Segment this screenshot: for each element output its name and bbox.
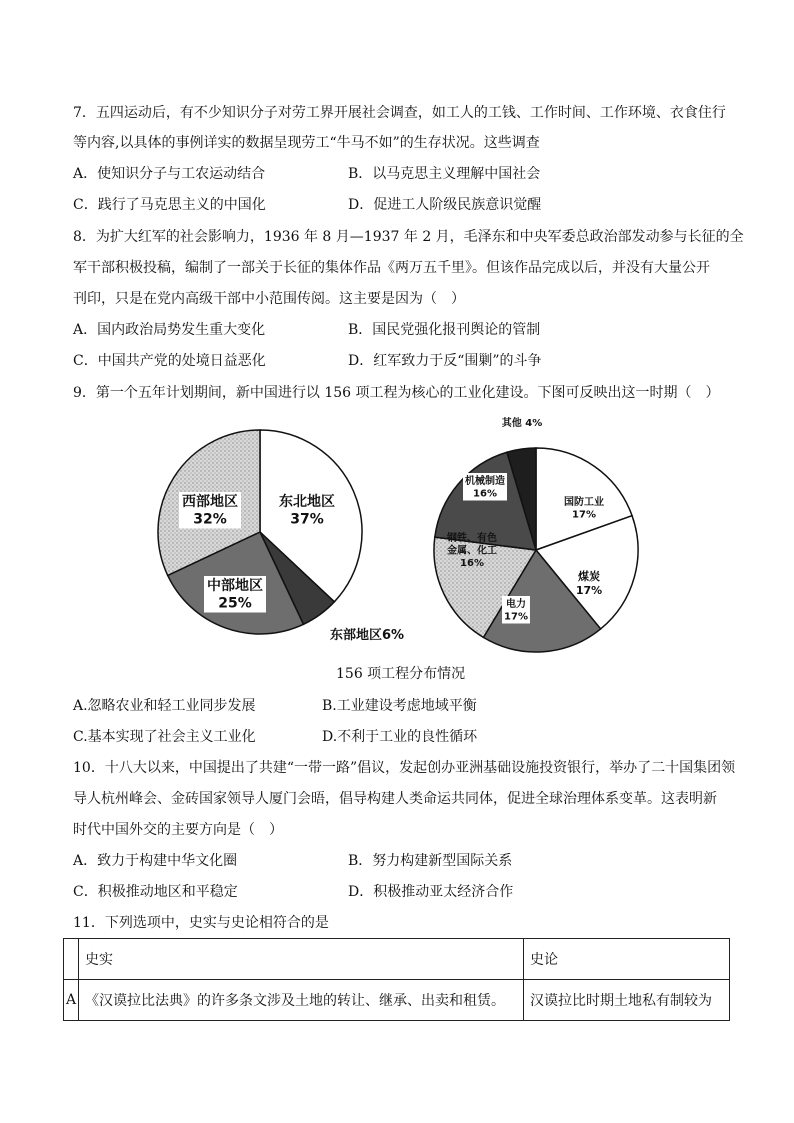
pie-charts — [0, 410, 794, 660]
q7-option-d[interactable]: D．促进工人阶级民族意识觉醒 — [348, 197, 542, 213]
q10-stem-line3: 时代中国外交的主要方向是（ ） — [73, 822, 283, 838]
q11-stem-line1: 11．下列选项中，史实与史论相符合的是 — [73, 915, 329, 931]
q9-figure-caption: 156 项工程分布情况 — [336, 666, 466, 682]
q9-stem-line1: 9．第一个五年计划期间，新中国进行以 156 项工程为核心的工业化建设。下图可反映出这一时期（ ） — [73, 385, 720, 401]
q9-option-d[interactable]: D.不利于工业的良性循环 — [322, 729, 478, 745]
industry-pie-chart — [434, 416, 638, 652]
q8-option-b[interactable]: B．国民党强化报刊舆论的管制 — [348, 322, 541, 338]
q9-option-c[interactable]: C.基本实现了社会主义工业化 — [73, 729, 256, 745]
table-cell-option: A — [64, 980, 79, 1021]
slice-label: 煤炭 17% — [575, 570, 603, 597]
q7-option-b[interactable]: B．以马克思主义理解中国社会 — [348, 166, 541, 182]
table-header-cell: 史实 — [79, 939, 524, 980]
slice-label: 机械制造 16% — [465, 476, 505, 500]
slice-label: 东北地区 37% — [279, 494, 335, 528]
slice-label: 国防工业 17% — [564, 497, 604, 521]
fact-theory-table — [63, 938, 730, 1021]
regional-pie-chart — [158, 430, 404, 643]
table-header-cell: 史论 — [524, 939, 730, 980]
q10-stem-line1: 10．十八大以来，中国提出了共建“一带一路”倡议，发起创办亚洲基础设施投资银行，举办了二十国集团领 — [73, 760, 736, 776]
q9-option-b[interactable]: B.工业建设考虑地域平衡 — [322, 698, 477, 714]
q7-stem-line2: 等内容,以具体的事例详实的数据呈现劳工“牛马不如”的生存状况。这些调查 — [73, 135, 540, 151]
q7-option-a[interactable]: A．使知识分子与工农运动结合 — [73, 166, 266, 182]
q8-stem-line1: 8．为扩大红军的社会影响力，1936 年 8 月—1937 年 2 月，毛泽东和中央军委总政治部发动参与长征的全 — [73, 229, 744, 245]
slice-label: 东部地区6% — [329, 628, 405, 643]
q7-stem-line1: 7．五四运动后，有不少知识分子对劳工界开展社会调查，如工人的工钱、工作时间、工作环境、衣食住行 — [73, 105, 726, 121]
q8-option-d[interactable]: D．红军致力于反“围剿”的斗争 — [348, 353, 542, 369]
q10-option-c[interactable]: C．积极推动地区和平稳定 — [73, 884, 238, 900]
slice-label: 电力 17% — [504, 599, 528, 623]
slice-label: 西部地区 32% — [182, 494, 238, 528]
q8-stem-line3: 刊印，只是在党内高级干部中小范围传阅。这主要是因为（ ） — [73, 291, 465, 307]
table-cell-fact: 《汉谟拉比法典》的许多条文涉及土地的转让、继承、出卖和租赁。 — [79, 980, 524, 1021]
slice-label: 中部地区 25% — [207, 578, 263, 612]
q10-option-a[interactable]: A．致力于构建中华文化圈 — [73, 853, 238, 869]
q9-option-a[interactable]: A.忽略农业和轻工业同步发展 — [73, 698, 256, 714]
table-header-cell — [64, 939, 79, 980]
slice-label: 钢铁、有色金属、化工 16% — [447, 533, 497, 569]
q8-option-c[interactable]: C．中国共产党的处境日益恶化 — [73, 353, 266, 369]
q10-stem-line2: 导人杭州峰会、金砖国家领导人厦门会晤，倡导构建人类命运共同体，促进全球治理体系变革。这表明新 — [73, 791, 717, 807]
q10-option-b[interactable]: B．努力构建新型国际关系 — [348, 853, 513, 869]
q8-stem-line2: 军干部积极投稿，编制了一部关于长征的集体作品《两万五千里》。但该作品完成以后，并没有大量公开 — [73, 260, 710, 276]
slice-label: 其他 4% — [501, 418, 543, 429]
table-cell-theory: 汉谟拉比时期土地私有制较为 — [524, 980, 730, 1021]
q7-option-c[interactable]: C．践行了马克思主义的中国化 — [73, 197, 266, 213]
table-row[interactable] — [64, 980, 730, 1021]
q8-option-a[interactable]: A．国内政治局势发生重大变化 — [73, 322, 266, 338]
table-header-row — [64, 939, 730, 980]
q10-option-d[interactable]: D．积极推动亚太经济合作 — [348, 884, 514, 900]
